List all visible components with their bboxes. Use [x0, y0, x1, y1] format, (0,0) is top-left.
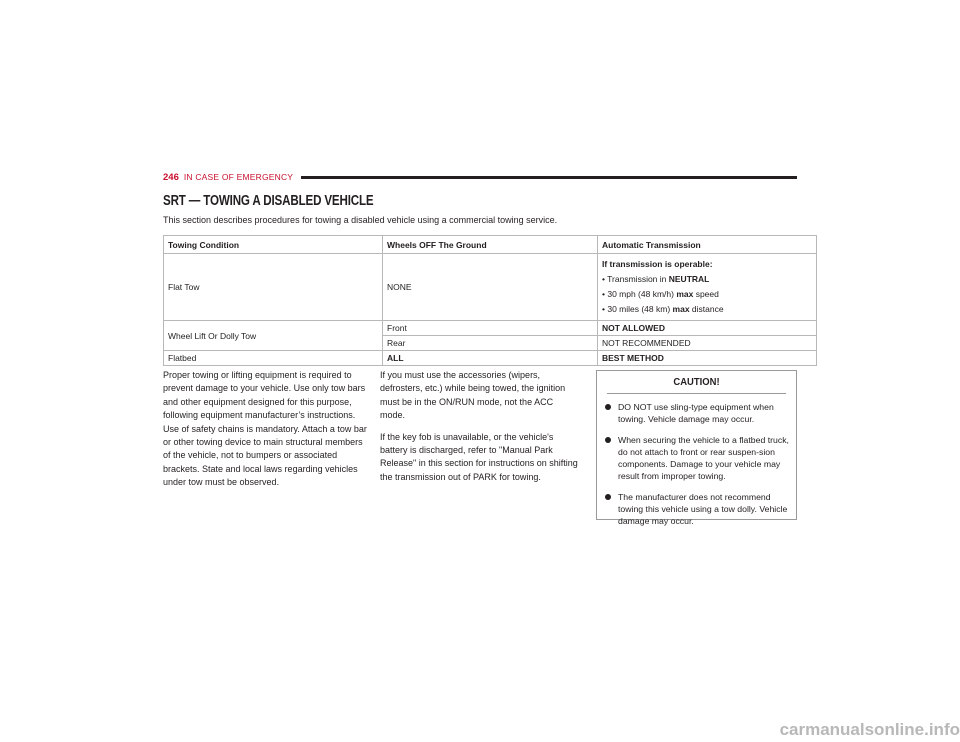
page-title: SRT — TOWING A DISABLED VEHICLE: [163, 193, 374, 209]
bullet-text: • Transmission in: [602, 274, 669, 284]
caution-list: [597, 394, 796, 528]
caution-title: CAUTION!: [607, 371, 786, 394]
bullet-text: distance: [689, 304, 724, 314]
flat-tow-auto: [598, 254, 817, 321]
bullet-icon: [605, 437, 611, 443]
flat-tow-bullet-1: [602, 272, 812, 287]
bullet-bold: max: [672, 304, 690, 314]
bullet-icon: [605, 494, 611, 500]
flatbed-condition: Flatbed: [164, 351, 383, 366]
list-item: [605, 491, 790, 528]
flat-tow-bullet-2: [602, 287, 812, 302]
wheel-lift-condition: Wheel Lift Or Dolly Tow: [164, 321, 383, 351]
accessories-paragraph: If you must use the accessories (wipers, defrosters, etc.) while being towed, the ignition must be in the ON/RUN mode, not the ACC mode.: [380, 370, 566, 421]
header-towing-condition: Towing Condition: [164, 236, 383, 254]
flatbed-wheels: ALL: [383, 351, 598, 366]
list-item: [605, 401, 790, 426]
bullet-bold: max: [676, 289, 694, 299]
header-wheels-off: Wheels OFF The Ground: [383, 236, 598, 254]
table-row: [164, 351, 817, 366]
caution-text: DO NOT use sling-type equipment when towing. Vehicle damage may occur.: [618, 402, 774, 425]
wheel-lift-rear: Rear: [383, 336, 598, 351]
intro-text: This section describes procedures for towing a disabled vehicle using a commercial towing service.: [163, 215, 558, 225]
bullet-bold: NEUTRAL: [668, 274, 710, 284]
caution-text: When securing the vehicle to a flatbed truck, do not attach to front or rear suspen-sion components. Damage to your vehicle may result from improper towing.: [618, 434, 789, 482]
bullet-text: • 30 mph (48 km/h): [602, 289, 677, 299]
wheel-lift-rear-auto: NOT RECOMMENDED: [598, 336, 817, 351]
body-text-column-1: Proper towing or lifting equipment is required to prevent damage to your vehicle. Use only tow bars and other equipment designed for this purpose, following equipment manufacturer’s instructions. Use of safety chains is mandatory. Attach a tow bar or other towing device to main structural members of the vehicle, not to bumpers or associated brackets. State and local laws regarding vehicles under tow must be observed.: [163, 370, 367, 488]
list-item: [605, 434, 790, 483]
flatbed-auto: BEST METHOD: [598, 351, 817, 366]
bullet-text: speed: [693, 289, 719, 299]
bullet-icon: [605, 404, 611, 410]
wheel-lift-front-auto: NOT ALLOWED: [598, 321, 817, 336]
watermark: carmanualsonline.info: [779, 720, 960, 739]
header-rule: [301, 176, 797, 179]
table-header-row: [164, 236, 817, 254]
caution-box: [596, 370, 797, 527]
page-number: 246: [163, 171, 179, 183]
table-row: [164, 321, 817, 336]
table-row: [164, 254, 817, 321]
section-name: IN CASE OF EMERGENCY: [183, 172, 294, 182]
body-text-column-2: [380, 369, 580, 492]
flat-tow-auto-title: If transmission is operable:: [602, 259, 713, 269]
flat-tow-condition: Flat Tow: [164, 254, 383, 321]
towing-table: [163, 235, 817, 366]
header-auto-transmission: Automatic Transmission: [598, 236, 817, 254]
page-header: [163, 170, 797, 184]
wheel-lift-front: Front: [383, 321, 598, 336]
bullet-text: • 30 miles (48 km): [602, 304, 673, 314]
flat-tow-wheels: NONE: [383, 254, 598, 321]
flat-tow-bullet-3: [602, 302, 812, 317]
caution-text: The manufacturer does not recommend towing this vehicle using a tow dolly. Vehicle damage may occur.: [618, 491, 788, 527]
key-fob-paragraph: If the key fob is unavailable, or the vehicle's battery is discharged, refer to "Manual Park Release" in this section for instructions on shifting the transmission out of PARK for towing.: [380, 431, 578, 482]
